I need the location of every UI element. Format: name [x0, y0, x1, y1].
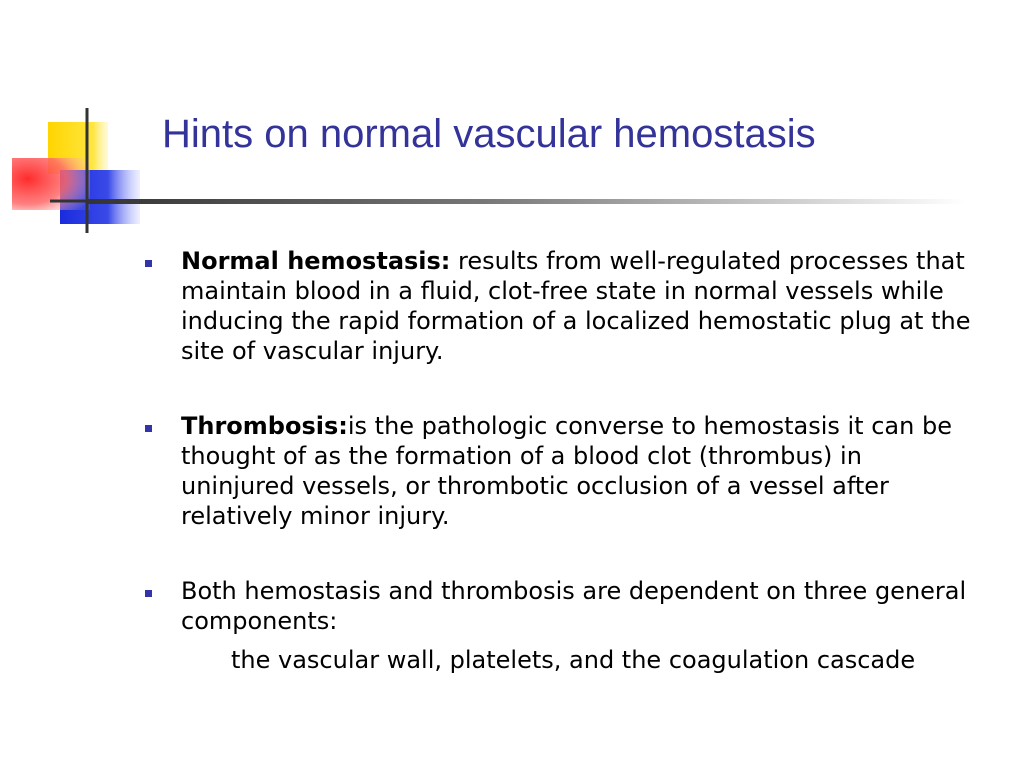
square-bullet-icon: [145, 590, 152, 597]
slide-logo-icon: [10, 108, 150, 233]
bullet-text: results from well-regulated processes that maintain blood in a fluid, clot-free state in normal vessels while inducing the rapid formation of a localized hemostatic plug at the site of vascular injury.: [181, 247, 971, 365]
bullet-item-components: [142, 576, 982, 675]
bullet-item-normal-hemostasis: [142, 246, 982, 366]
square-bullet-icon: [145, 260, 152, 267]
bullet-text: is the pathologic converse to hemostasis it can be thought of as the formation of a blood clot (thrombus) in uninjured vessels, or thrombotic occlusion of a vessel after relatively minor injury.: [181, 412, 952, 530]
bullet-text: Both hemostasis and thrombosis are dependent on three general components:: [181, 577, 967, 635]
square-bullet-icon: [145, 425, 152, 432]
slide-title: Hints on normal vascular hemostasis: [162, 112, 816, 156]
bullet-item-thrombosis: [142, 411, 982, 531]
bullet-subline: the vascular wall, platelets, and the coagulation cascade: [231, 646, 916, 674]
bullet-lead: Normal hemostasis:: [181, 247, 451, 275]
title-divider: [86, 199, 966, 204]
bullet-list: [142, 246, 982, 675]
bullet-lead: Thrombosis:: [181, 412, 348, 440]
